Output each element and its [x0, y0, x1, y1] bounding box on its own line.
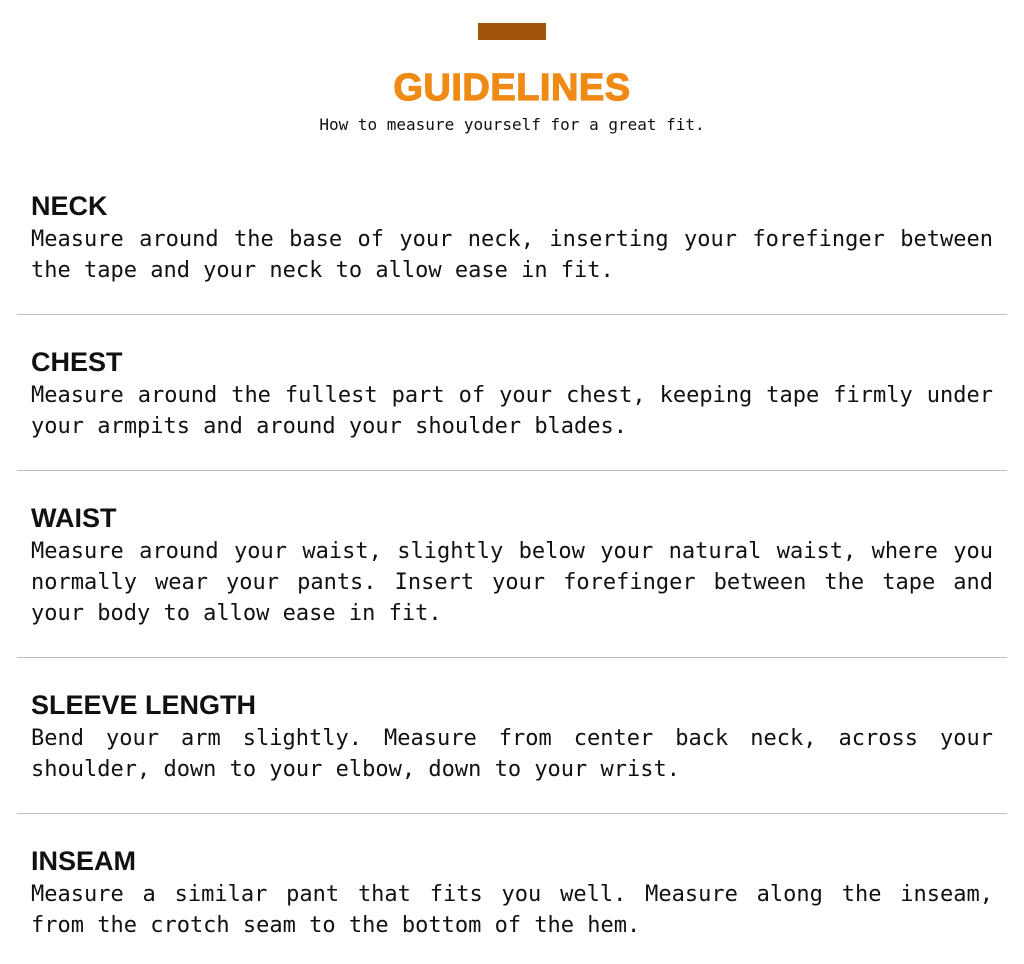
section-title-inseam: INSEAM: [31, 846, 137, 876]
section-body-chest: Measure around the fullest part of your chest, keeping tape firmly under your armpits and around your shoulder blades.: [31, 383, 993, 439]
header-accent-bar: [478, 23, 546, 40]
section-divider: [17, 470, 1007, 471]
section-body-neck: Measure around the base of your neck, inserting your forefinger between the tape and your neck to allow ease in fit.: [31, 227, 993, 283]
section-body-sleeve-length: Bend your arm slightly. Measure from center back neck, across your shoulder, down to your elbow, down to your wrist.: [31, 726, 993, 782]
section-body-inseam: Measure a similar pant that fits you well. Measure along the inseam, from the crotch seam to the bottom of the hem.: [31, 882, 993, 938]
section-title-chest: CHEST: [31, 347, 123, 377]
section-title-waist: WAIST: [31, 503, 117, 533]
page-title: GUIDELINES: [393, 67, 631, 109]
section-divider: [17, 657, 1007, 658]
section-divider: [17, 813, 1007, 814]
section-title-sleeve-length: SLEEVE LENGTH: [31, 690, 257, 720]
section-title-neck: NECK: [31, 191, 108, 221]
page-subtitle: How to measure yourself for a great fit.: [319, 115, 705, 134]
section-body-waist: Measure around your waist, slightly below your natural waist, where you normally wear your pants. Insert your forefinger between the tape and your body to allow ease in fit.: [31, 539, 993, 626]
section-divider: [17, 314, 1007, 315]
